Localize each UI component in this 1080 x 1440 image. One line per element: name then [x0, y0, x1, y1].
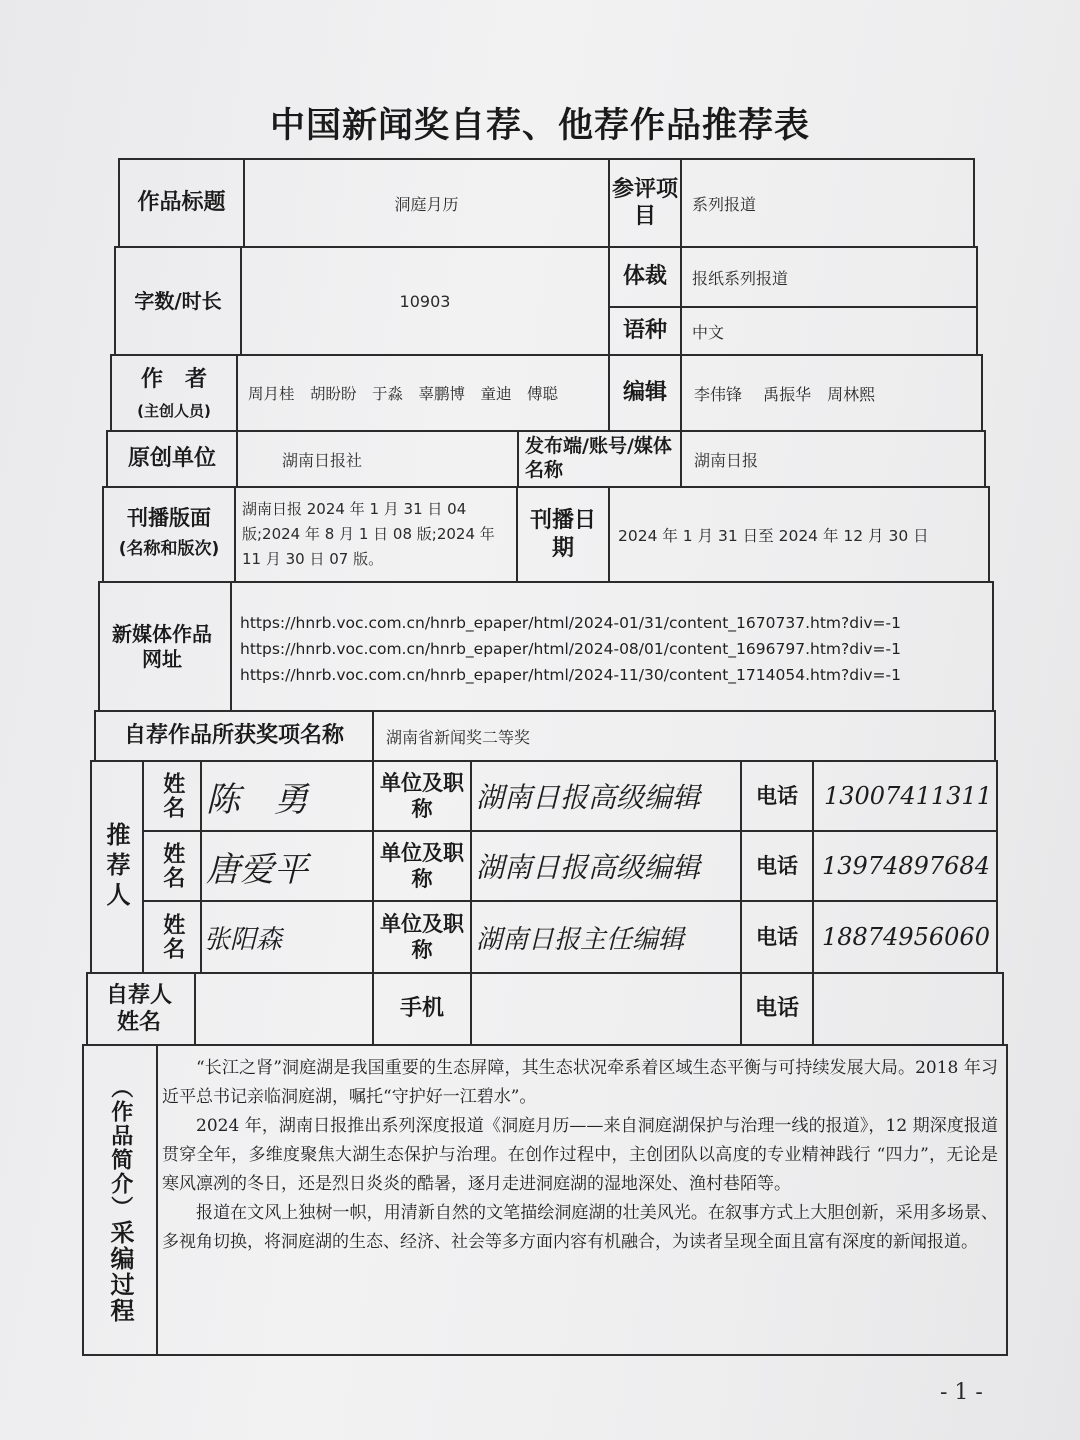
label-work-title: 作品标题 — [137, 190, 226, 216]
value-authors: 周月桂 胡盼盼 于淼 辜鹏博 童迪 傅聪 — [248, 385, 559, 403]
label-phone: 电话 — [756, 853, 798, 878]
process-text — [162, 1054, 998, 1257]
label-original-unit: 原创单位 — [127, 446, 216, 472]
label-unit-title: 单位及职称 — [380, 911, 464, 962]
label-award-name: 自荐作品所获奖项名称 — [123, 723, 344, 749]
label-recommender: 推荐人 — [102, 822, 130, 912]
cell-self-phone-value — [812, 972, 1004, 1046]
label-new-media-url: 新媒体作品网址 — [112, 621, 212, 671]
value-genre: 报纸系列报道 — [692, 268, 789, 288]
url-list — [240, 610, 980, 688]
label-word-count: 字数/时长 — [134, 288, 222, 313]
process-label-group — [86, 1044, 154, 1356]
label-pub-page: 刊播版面 — [127, 505, 211, 530]
url-link[interactable]: https://hnrb.voc.com.cn/hnrb_epaper/html/2024-08/01/content_1696797.htm?div=-1 — [240, 640, 901, 658]
handwritten-phone: 13974897684 — [822, 852, 990, 880]
label-name: 姓名 — [159, 842, 185, 890]
label-phone: 电话 — [756, 924, 798, 949]
label-process: 采编过程 — [106, 1220, 134, 1324]
value-publisher: 湖南日报 — [694, 450, 759, 470]
value-pub-date: 2024 年 1 月 31 日至 2024 年 12 月 30 日 — [618, 526, 929, 545]
label-pub-page-sub: (名称和版次) — [118, 539, 220, 560]
label-genre: 体裁 — [622, 264, 667, 290]
label-phone: 电话 — [754, 996, 799, 1022]
handwritten-unit: 湖南日报主任编辑 — [476, 924, 685, 955]
label-name: 姓名 — [159, 772, 185, 820]
signature-name: 陈 勇 — [206, 779, 308, 820]
handwritten-unit: 湖南日报高级编辑 — [476, 781, 701, 814]
value-category: 系列报道 — [692, 194, 757, 214]
process-paragraph: 报道在文风上独树一帜，用清新自然的文笔描绘洞庭湖的壮美风光。在叙事方式上大胆创新，采用多场景、多视角切换，将洞庭湖的生态、经济、社会等多方面内容有机融合，为读者呈现全面且富有深度的新闻报道。 — [162, 1203, 998, 1252]
url-link[interactable]: https://hnrb.voc.com.cn/hnrb_epaper/html/2024-11/30/content_1714054.htm?div=-1 — [240, 666, 901, 684]
cell-mobile-value — [470, 972, 742, 1046]
value-award-name: 湖南省新闻奖二等奖 — [386, 727, 531, 747]
value-original-unit: 湖南日报社 — [282, 450, 363, 470]
label-pub-date: 刊播日期 — [530, 508, 597, 561]
label-author-sub: (主创人员) — [137, 401, 211, 420]
handwritten-phone: 18874956060 — [822, 923, 990, 951]
value-pub-page: 湖南日报 2024 年 1 月 31 日 04 版;2024 年 8 月 1 日 08 版;2024 年 11 月 30 日 07 版。 — [242, 500, 495, 568]
label-process-sub: （作品简介） — [107, 1076, 133, 1220]
value-work-title: 洞庭月历 — [394, 194, 459, 214]
signature-name: 唐爱平 — [206, 849, 308, 890]
value-word-count: 10903 — [399, 291, 451, 311]
signature-name: 张阳森 — [204, 924, 283, 955]
label-mobile: 手机 — [399, 996, 444, 1022]
handwritten-unit: 湖南日报高级编辑 — [476, 851, 701, 884]
url-link[interactable]: https://hnrb.voc.com.cn/hnrb_epaper/html/2024-01/31/content_1670737.htm?div=-1 — [240, 614, 901, 632]
label-unit-title: 单位及职称 — [380, 770, 464, 821]
process-paragraph: “长江之肾”洞庭湖是我国重要的生态屏障，其生态状况牵系着区域生态平衡与可持续发展大局。2018 年习近平总书记亲临洞庭湖，嘱托“守护好一江碧水”。 — [162, 1058, 998, 1107]
label-unit-title: 单位及职称 — [380, 840, 464, 891]
process-paragraph: 2024 年，湖南日报推出系列深度报道《洞庭月历——来自洞庭湖保护与治理一线的报道》，12 期深度报道贯穿全年，多维度聚焦大湖生态保护与治理。在创作过程中，主创团队以高度的专业精神践行 “四力”，无论是寒风凛冽的冬日，还是烈日炎炎的酷暑，逐月走进洞庭湖的湿地深处、渔村巷陌等。 — [162, 1116, 998, 1194]
label-name: 姓名 — [159, 913, 185, 961]
form-title: 中国新闻奖自荐、他荐作品推荐表 — [269, 106, 810, 146]
label-self-name: 自荐人姓名 — [105, 982, 172, 1035]
cell-self-name-value — [194, 972, 374, 1046]
label-phone: 电话 — [756, 783, 798, 808]
handwritten-phone: 13007411311 — [824, 782, 992, 810]
label-category: 参评项目 — [612, 176, 679, 229]
label-language: 语种 — [622, 318, 667, 344]
label-author: 作 者 — [140, 367, 207, 393]
value-editors: 李伟锋 禹振华 周林熙 — [694, 384, 876, 404]
page-number: - 1 - — [940, 1380, 983, 1405]
label-publisher: 发布端/账号/媒体名称 — [525, 435, 672, 481]
label-editor: 编辑 — [622, 380, 667, 406]
value-language: 中文 — [692, 322, 725, 342]
